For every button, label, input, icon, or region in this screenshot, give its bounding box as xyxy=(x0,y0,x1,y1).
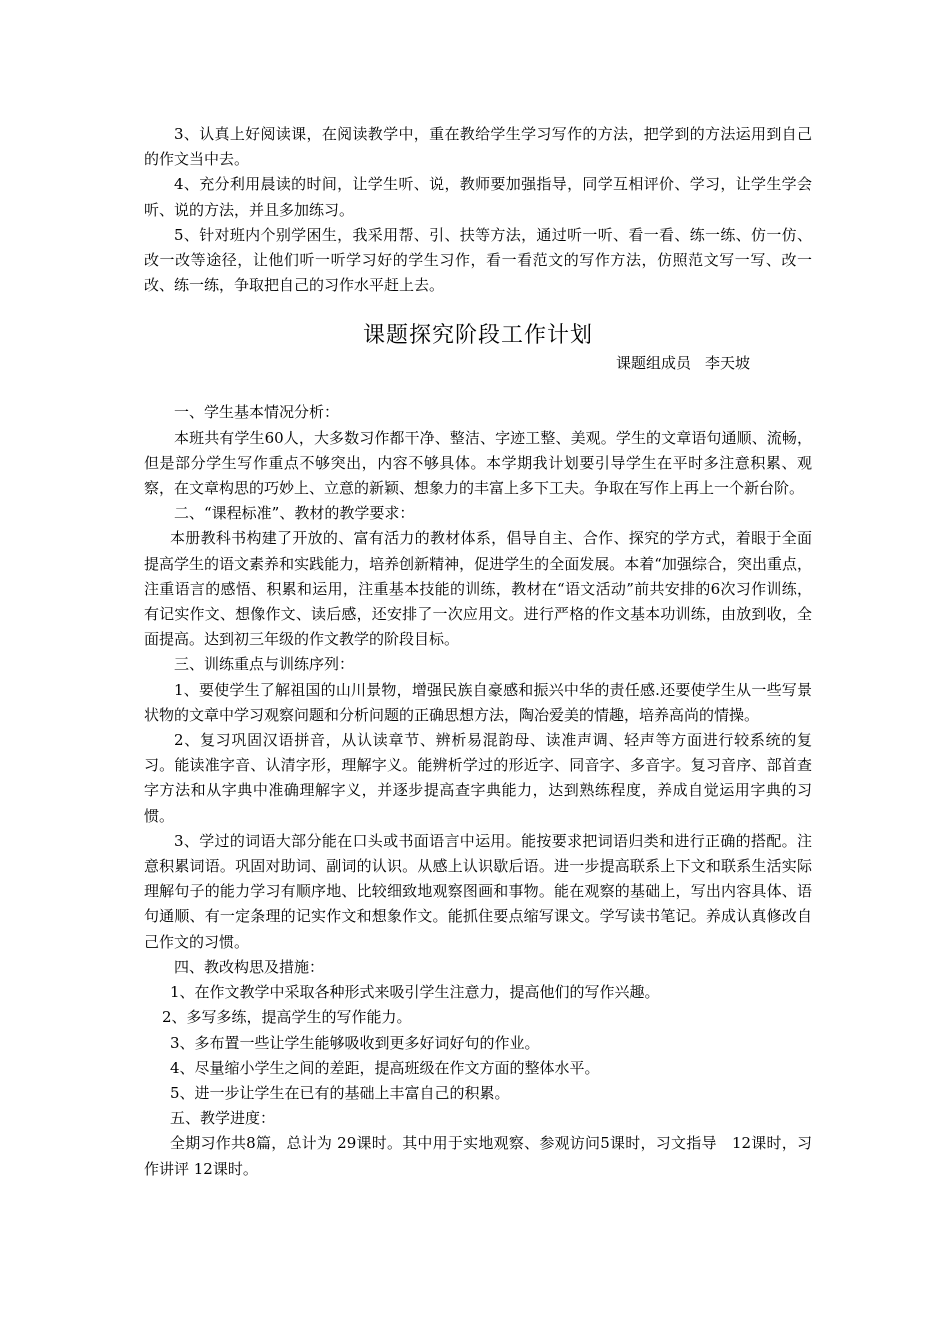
intro-paragraph-3: 3、认真上好阅读课，在阅读教学中，重在教给学生学习写作的方法，把学到的方法运用到自己的作文当中去。 xyxy=(144,125,812,169)
intro-paragraph-5: 5、针对班内个别学困生，我采用帮、引、扶等方法，通过听一听、看一看、练一练、仿一仿、改一改等途径，让他们听一听学习好的学生习作，看一看范文的写作方法，仿照范文写一写、改一改、练一练，争取把自己的习作水平赶上去。 xyxy=(144,225,812,295)
section-body-5: 全期习作共8篇，总计为 29课时。其中用于实地观察、参观访问5课时，习文指导 12课时，习作讲评 12课时。 xyxy=(144,1134,812,1178)
section-heading-5: 五、教学进度： xyxy=(170,1109,276,1128)
author-name: 李天坡 xyxy=(704,354,750,373)
document-page xyxy=(144,122,812,1182)
author-line xyxy=(144,352,812,374)
section-heading-1: 一、学生基本情况分析： xyxy=(174,403,340,422)
list-item: 5、进一步让学生在已有的基础上丰富自己的积累。 xyxy=(170,1083,510,1102)
list-item: 1、在作文教学中采取各种形式来吸引学生注意力，提高他们的写作兴趣。 xyxy=(170,983,660,1002)
list-item: 4、尽量缩小学生之间的差距，提高班级在作文方面的整体水平。 xyxy=(170,1058,600,1077)
list-item: 3、学过的词语大部分能在口头或书面语言中运用。能按要求把词语归类和进行正确的搭配。注意积累词语。巩固对助词、副词的认识。从感上认识歇后语。进一步提高联系上下文和联系生活实际理解句子的能力学习有顺序地、比较细致地观察图画和事物。能在观察的基础上，写出内容具体、语句通顺、有一定条理的记实作文和想象作文。能抓住要点缩写课文。学写读书笔记。养成认真修改自己作文的习惯。 xyxy=(144,831,812,951)
document-title: 课题探究阶段工作计划 xyxy=(362,323,593,349)
section-body-2: 本册教科书构建了开放的、富有活力的教材体系，倡导自主、合作、探究的学方式，着眼于全面提高学生的语文素养和实践能力，培养创新精神，促进学生的全面发展。本着“加强综合，突出重点，注重语言的感悟、积累和运用，注重基本技能的训练，教材在“语文活动”前共安排的6次习作训练，有记实作文、想像作文、读后感，还安排了一次应用文。进行严格的作文基本功训练，由放到收，全面提高。达到初三年级的作文教学的阶段目标。 xyxy=(144,529,812,649)
list-item: 3、多布置一些让学生能够吸收到更多好词好句的作业。 xyxy=(170,1033,540,1052)
section-heading-3: 三、训练重点与训练序列： xyxy=(174,655,355,674)
section-body-1: 本班共有学生60人，大多数习作都干净、整洁、字迹工整、美观。学生的文章语句通顺、流畅，但是部分学生写作重点不够突出，内容不够具体。本学期我计划要引导学生在平时多注意积累、观察，在文章构思的巧妙上、立意的新颖、想象力的丰富上多下工夫。争取在写作上再上一个新台阶。 xyxy=(144,428,812,498)
list-item: 1、要使学生了解祖国的山川景物，增强民族自豪感和振兴中华的责任感.还要使学生从一些写景状物的文章中学习观察问题和分析问题的正确思想方法，陶冶爱美的情趣，培养高尚的情操。 xyxy=(144,680,812,724)
intro-paragraph-4: 4、充分利用晨读的时间，让学生听、说，教师要加强指导，同学互相评价、学习，让学生学会听、说的方法，并且多加练习。 xyxy=(144,175,812,219)
list-item: 2、多写多练，提高学生的写作能力。 xyxy=(162,1008,412,1027)
section-heading-4: 四、教改构思及措施： xyxy=(174,957,325,976)
section-heading-2: 二、“课程标准”、教材的教学要求： xyxy=(174,504,415,523)
author-role: 课题组成员 xyxy=(615,354,691,373)
list-item: 2、复习巩固汉语拼音，从认读章节、辨析易混韵母、读准声调、轻声等方面进行较系统的复习。能读准字音、认清字形，理解字义。能辨析学过的形近字、同音字、多音字。复习音序、部首查字方法和从字典中准确理解字义，并逐步提高查字典能力，达到熟练程度，养成自觉运用字典的习惯。 xyxy=(144,731,812,825)
